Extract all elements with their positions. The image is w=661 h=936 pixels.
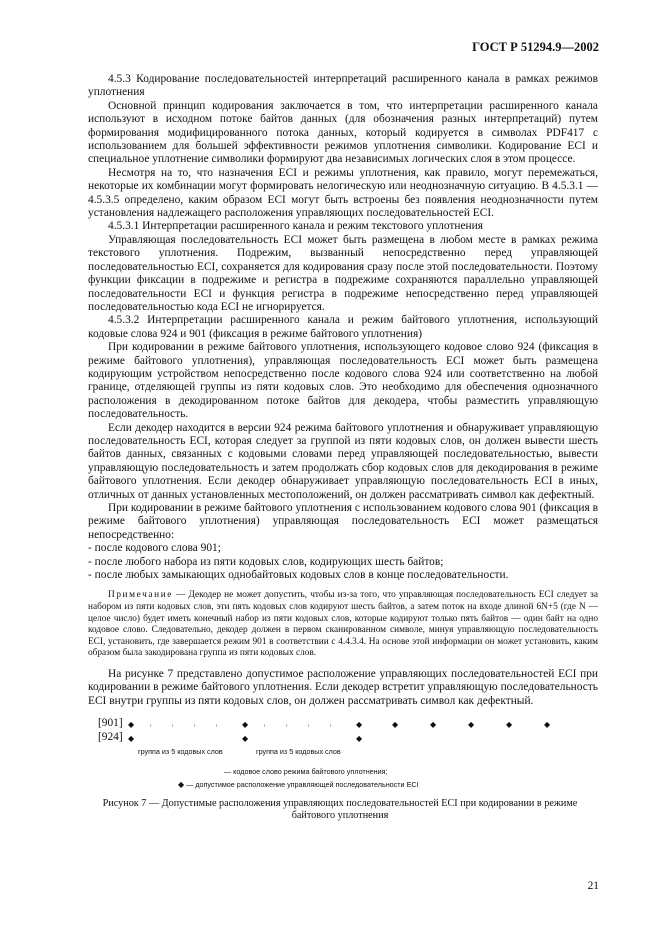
row-924-label: [924] (98, 731, 123, 743)
diamond-icon: ◆ (392, 720, 399, 729)
diamond-icon: ◆ (356, 720, 363, 729)
codeword-tick (264, 724, 265, 727)
standard-header: ГОСТ Р 51294.9—2002 (472, 40, 599, 54)
legend-diamond (178, 780, 419, 789)
paragraph: При кодировании в режиме байтового уплотнения с использованием кодового слова 901 (фиксация в режиме байтового уплотнения) управляющая последовательность ECI может размещаться непосредственно: (88, 502, 598, 541)
row-901-label: [901] (98, 717, 123, 729)
paragraph: На рисунке 7 представлено допустимое расположение управляющих последовательностей ECI при кодировании в режиме байтового уплотнения. Если декодер встретит управляющую последовательность ECI внутри группы из пяти кодовых слов, он должен рассматривать символ как дефектный. (88, 668, 598, 707)
page-number: 21 (587, 880, 599, 892)
section-heading-4-5-3: 4.5.3 Кодирование последовательностей интерпретаций расширенного канала в рамках режимов уплотнения (88, 73, 598, 99)
diamond-icon: ◆ (506, 720, 513, 729)
diamond-icon: ◆ (468, 720, 475, 729)
diamond-icon: ◆ (356, 734, 363, 743)
codeword-tick (330, 724, 331, 727)
codeword-tick (216, 724, 217, 727)
body-text (88, 73, 598, 708)
legend-diamond-text: — допустимое расположение управляющей последовательности ECI (186, 780, 419, 789)
diamond-icon: ◆ (430, 720, 437, 729)
note-text: — Декодер не может допустить, чтобы из-за того, что управляющая последовательность ECI следует за набором из пяти кодовых слов, эти пять кодовых слов кодируют шесть байтов, а затем поток на входе длиной 6N+5 (где N — целое число) будет иметь конечный набор из пяти кодовых слов, которые кодируют только пять байтов — один байт на одно кодовое слово. Следовательно, декодер должен в первом сканированном символе, минуя управляющую последовательность ECI, установить, где завершается режим 901 в соответствии с 4.4.3.4. На основе этой информации он может установить, каким образом была закодирована группа из пяти кодовых слов. (88, 590, 598, 659)
group-label: группа из 5 кодовых слов (256, 747, 341, 756)
figure-caption: Рисунок 7 — Допустимые расположения управляющих последовательностей ECI при кодировании в режиме байтового уплотнения (102, 798, 578, 822)
diamond-icon: ◆ (128, 734, 135, 743)
legend-line: — кодовое слово режима байтового уплотнения; (224, 767, 388, 776)
note-label: Примечание (108, 590, 173, 601)
codeword-tick (150, 724, 151, 727)
diamond-icon: ◆ (242, 734, 249, 743)
paragraph: Управляющая последовательность ECI может быть размещена в любом месте в рамках режима текстового уплотнения. Подрежим, вызванный непосредственно перед управляющей последовательностью ECI, сохраняется для кодирования сразу после этой последовательности. Поэтому функции фиксации в подрежиме и регистра в подрежиме сохраняются параллельно управляющей последовательности ECI и функция регистра в подрежиме непосредственно перед управляющей последовательностью кода ECI не игнорируется. (88, 233, 598, 313)
paragraph: При кодировании в режиме байтового уплотнения, использующего кодовое слово 924 (фиксация в режиме байтового уплотнения), управляющая последовательность ECI может быть размещена кодирующим устройством непосредственно после кодового слова 924 или соответственно на любой границе, отделяющей группы из пяти кодовых слов. Это необходимо для обеспечения однозначного расположения в декодированном потоке байтов для декодера, чтобы разместить управляющую последовательность. (88, 341, 598, 421)
section-heading-4-5-3-2: 4.5.3.2 Интерпретации расширенного канала и режим байтового уплотнения, использующий кодовые слова 924 и 901 (фиксация в режиме байтового уплотнения) (88, 314, 598, 340)
diamond-icon: ◆ (242, 720, 249, 729)
diamond-icon: ◆ (544, 720, 551, 729)
note (88, 590, 598, 660)
list-item: - после кодового слова 901; (88, 542, 221, 555)
paragraph: Основной принцип кодирования заключается в том, что интерпретации расширенного канала используют в исходном потоке байтов данных (для обозначения разных интерпретаций) путем формирования модифицированного потока данных, который кодируется в символах PDF417 с использованием для большей эффективности режимов уплотнения символики. Кодирование ECI и специальное уплотнение символики формируют два независимых логических слоя в этом процессе. (88, 99, 598, 166)
diamond-icon: ◆ (178, 780, 185, 789)
list-item: - после любых замыкающих однобайтовых кодовых слов в конце последовательности. (88, 569, 509, 582)
paragraph: Несмотря на то, что назначения ECI и режимы уплотнения, как правило, могут перемежаться, некоторые их комбинации могут формировать нелогическую или неоднозначную ситуацию. В 4.5.3.1 — 4.5.3.5 определено, каким образом ECI могут быть встроены без появления неоднозначности путем установления надлежащего расположения управляющих последовательностей ECI. (88, 166, 598, 220)
codeword-tick (308, 724, 309, 727)
section-heading-4-5-3-1: 4.5.3.1 Интерпретации расширенного канала и режим текстового уплотнения (108, 220, 483, 233)
codeword-tick (194, 724, 195, 727)
codeword-tick (286, 724, 287, 727)
list-item: - после любого набора из пяти кодовых слов, кодирующих шесть байтов; (88, 555, 444, 568)
codeword-tick (172, 724, 173, 727)
paragraph: Если декодер находится в версии 924 режима байтового уплотнения и обнаруживает управляющую последовательность ECI, которая следует за группой из пяти кодовых слов, он должен вывести шесть байтов данных, связанных с кодовыми словами перед управляющей последовательностью, вывести управляющую последовательность и затем продолжать сбор кодовых слов для декодирования в режиме байтового уплотнения. Если декодер обнаруживает управляющую последовательность ECI в иных, отличных от данных установленных местоположений, он должен рассматривать символ как дефектный. (88, 421, 598, 501)
group-label: группа из 5 кодовых слов (138, 747, 223, 756)
diamond-icon: ◆ (128, 720, 135, 729)
